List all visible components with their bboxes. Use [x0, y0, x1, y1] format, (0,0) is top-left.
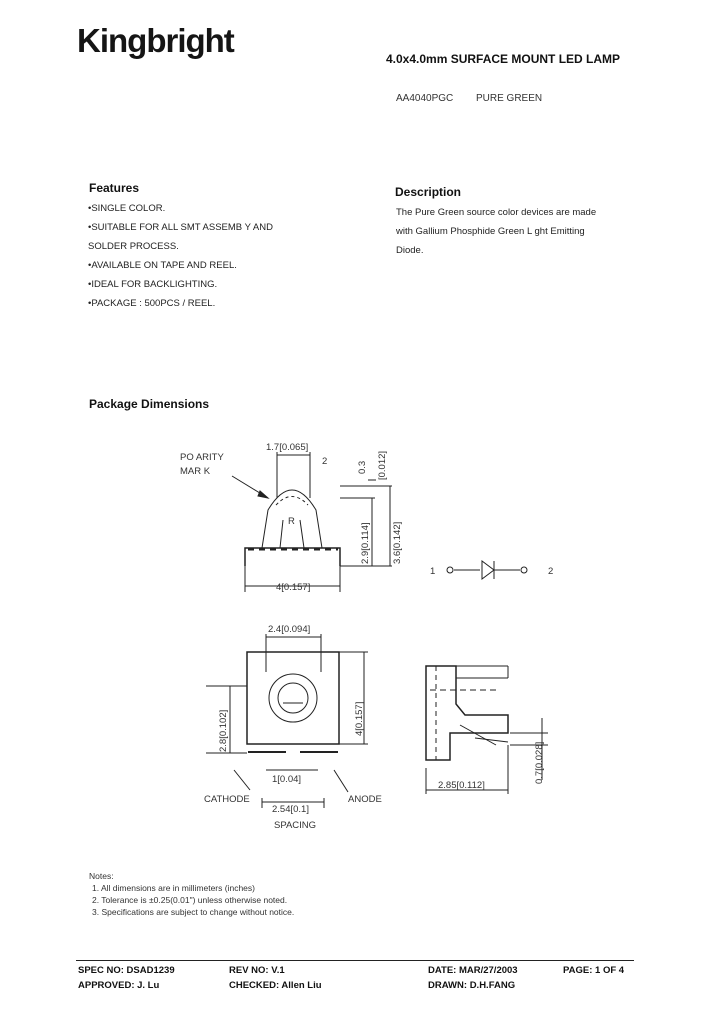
revision-number: REV NO: V.1	[229, 965, 285, 976]
feature-item: SOLDER PROCESS.	[88, 241, 179, 252]
feature-item: •IDEAL FOR BACKLIGHTING.	[88, 279, 218, 290]
part-number: AA4040PGC	[396, 93, 454, 104]
footer-divider	[76, 960, 634, 961]
features-heading: Features	[89, 181, 140, 195]
polarity-mark-label: PO ARITY	[180, 452, 224, 463]
description-line: The Pure Green source color devices are made	[396, 207, 597, 218]
dimension-label: 2.9[0.114]	[360, 522, 371, 564]
description-heading: Description	[395, 185, 462, 199]
package-dimensions-heading: Package Dimensions	[89, 397, 210, 411]
checked-by: CHECKED: Allen Liu	[229, 980, 322, 991]
spacing-label: SPACING	[274, 820, 317, 831]
feature-item: •AVAILABLE ON TAPE AND REEL.	[88, 260, 237, 271]
dimension-label: 1[0.04]	[272, 774, 302, 785]
dimension-label: 4[0.157]	[276, 582, 311, 593]
dimension-label: 2.4[0.094]	[268, 624, 311, 635]
note-item: 3. Specifications are subject to change without notice.	[92, 907, 295, 917]
emitting-color: PURE GREEN	[476, 93, 543, 104]
document-title: 4.0x4.0mm SURFACE MOUNT LED LAMP	[386, 52, 621, 66]
dimension-label: [0.012]	[377, 450, 388, 480]
description-line: with Gallium Phosphide Green L ght Emitting	[396, 226, 585, 237]
dimension-label: 2.85[0.112]	[438, 780, 485, 791]
pin-label: 2	[322, 456, 328, 467]
drawn-by: DRAWN: D.H.FANG	[428, 980, 516, 991]
feature-item: •PACKAGE : 500PCS / REEL.	[88, 298, 216, 309]
feature-item: •SUITABLE FOR ALL SMT ASSEMB Y AND	[88, 222, 273, 233]
dimension-label: 0.7[0.028]	[534, 741, 545, 784]
page-number: PAGE: 1 OF 4	[563, 965, 625, 976]
dimension-label: 1.7[0.065]	[266, 442, 309, 453]
spec-number: SPEC NO: DSAD1239	[78, 965, 175, 976]
diode-pin-label: 2	[548, 566, 554, 577]
note-item: 2. Tolerance is ±0.25(0.01") unless otherwise noted.	[92, 895, 288, 905]
document-date: DATE: MAR/27/2003	[428, 965, 518, 976]
radius-label: R	[288, 516, 295, 527]
dimension-label: 4[0.157]	[354, 701, 365, 736]
anode-label: ANODE	[348, 794, 382, 805]
dimension-label: 2.54[0.1]	[272, 804, 309, 815]
description-line: Diode.	[396, 245, 424, 256]
dimension-label: 0.3	[357, 460, 368, 474]
polarity-mark-label: MAR K	[180, 466, 211, 477]
feature-item: •SINGLE COLOR.	[88, 203, 166, 214]
dimension-label: 2.8[0.102]	[218, 709, 229, 752]
company-logo: Kingbright	[77, 22, 234, 59]
approved-by: APPROVED: J. Lu	[78, 980, 160, 991]
note-item: 1. All dimensions are in millimeters (inches)	[92, 883, 255, 893]
diode-pin-label: 1	[430, 566, 436, 577]
cathode-label: CATHODE	[204, 794, 250, 805]
notes-heading: Notes:	[89, 871, 114, 881]
dimension-label: 3.6[0.142]	[392, 521, 403, 564]
